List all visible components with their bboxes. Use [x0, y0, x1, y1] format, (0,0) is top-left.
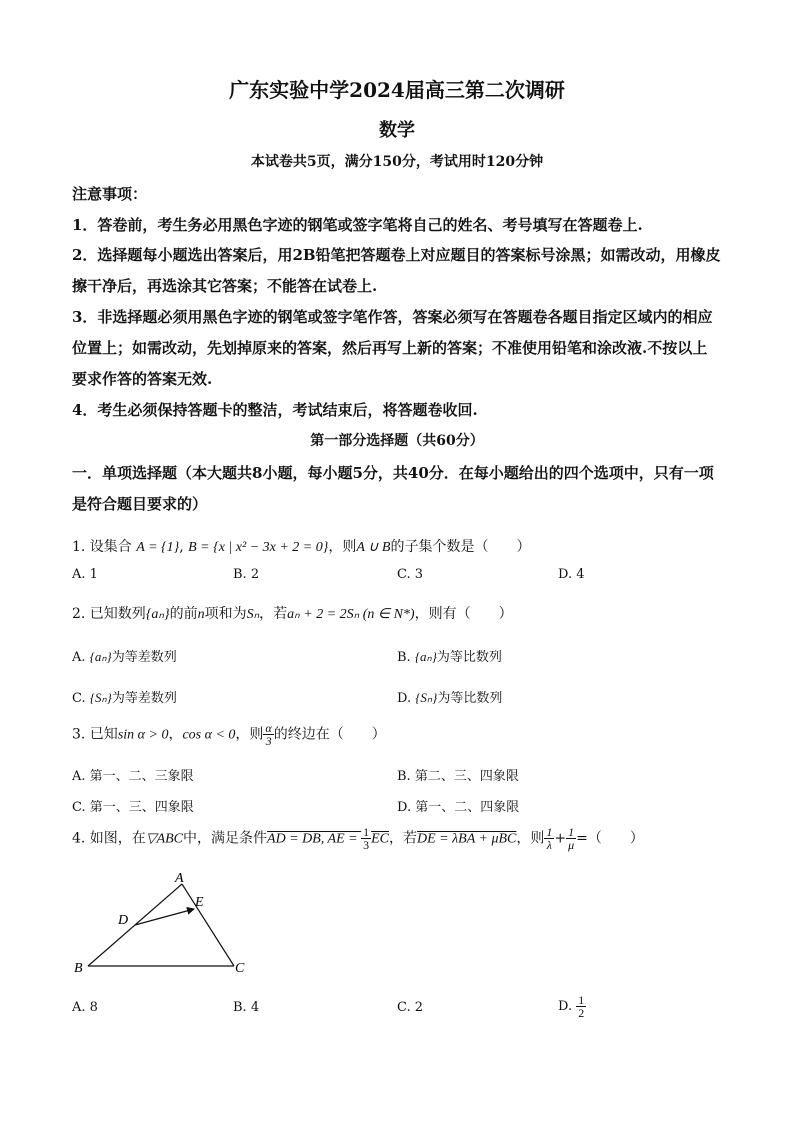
q4-mid3: ，则	[516, 830, 545, 847]
point-label-c: C	[235, 961, 245, 976]
q2-option-a-text: 为等差数列	[111, 650, 177, 665]
q2-option-c-math: {Sₙ}	[89, 690, 112, 705]
q4-suffix: =（ ）	[576, 830, 644, 847]
q2-option-b-text: 为等比数列	[436, 650, 502, 665]
point-label-e: E	[195, 895, 204, 910]
q2-mid3: ，若	[259, 606, 288, 622]
q2-option-c-text: 为等差数列	[111, 691, 177, 706]
q2-mid1: 的前	[169, 606, 198, 622]
q3-option-a: A. 第一、二、三象限	[72, 769, 194, 784]
q1-option-a: A. 1	[72, 567, 98, 582]
subject-title: 数学	[379, 120, 415, 141]
q4-option-b: B. 4	[233, 1000, 260, 1015]
q2-condition: aₙ + 2 = 2Sₙ (n ∈ N*)	[287, 607, 415, 622]
notice-item-2: 2．选择题每小题选出答案后，用2B铅笔把答题卷上对应题目的答案标号涂黑；如需改动，用橡皮擦干净后，再选涂其它答案；不能答在试卷上.	[72, 246, 721, 295]
q1-option-c: C. 3	[397, 567, 424, 582]
q4-k-fraction	[361, 826, 371, 851]
q1-union: A ∪ B	[356, 540, 391, 555]
q4-triangle-figure	[70, 866, 260, 978]
question-2	[72, 603, 513, 623]
q3-option-b: B. 第二、三、四象限	[397, 769, 519, 784]
q3-cond2: cos α < 0	[182, 727, 236, 743]
q2-option-b	[397, 646, 502, 665]
q1-suffix: 的子集个数是（ ）	[390, 539, 531, 555]
q1-option-b: B. 2	[233, 567, 260, 582]
q4-f1-den: λ	[546, 838, 552, 852]
q2-prefix: 2. 已知数列	[72, 606, 146, 622]
q2-seq: {aₙ}	[145, 607, 170, 622]
q3-prefix: 3. 已知	[72, 726, 118, 743]
q4-mid1: 中，满足条件	[183, 830, 268, 847]
q2-option-d-label: D.	[397, 691, 412, 706]
q4-ec: $\overline{EC}$	[371, 831, 389, 847]
exam-info: 本试卷共5页，满分150分，考试用时120分钟	[250, 154, 544, 170]
q4-option-d-fraction	[576, 994, 586, 1019]
q2-option-b-label: B.	[397, 650, 411, 665]
q1-option-d: D. 4	[558, 567, 585, 582]
q4-option-d-label: D.	[558, 999, 573, 1014]
point-label-b: B	[74, 961, 83, 976]
q4-option-d-num: 1	[578, 993, 585, 1007]
q2-option-b-math: {aₙ}	[414, 649, 437, 664]
q2-option-c-label: C.	[72, 691, 86, 706]
q4-triangle: ▽ABC	[145, 831, 184, 847]
q3-fraction	[263, 722, 273, 747]
point-label-a: A	[175, 871, 184, 886]
question-4	[72, 826, 644, 851]
question-1: 1. 设集合 A = {1}, B = {x | x² − 3x + 2 = 0}，则A ∪ B的子集个数是（ ）	[72, 539, 531, 555]
q4-f2-den: μ	[568, 838, 575, 852]
q1-mid: ，则	[328, 539, 357, 555]
q4-option-d	[558, 994, 586, 1019]
q3-frac-den: 3	[265, 734, 272, 748]
q3-frac-num: α	[265, 721, 272, 735]
q2-mid2: 项和为	[204, 606, 247, 622]
q4-option-a: A. 8	[72, 1000, 98, 1015]
notice-heading: 注意事项：	[72, 185, 148, 203]
q2-option-d-text: 为等比数列	[437, 691, 503, 706]
q1-prefix: 1. 设集合	[72, 539, 132, 555]
q1-set-a: A = {1}	[136, 540, 180, 555]
q4-cond1: AD = DB, AE =	[267, 831, 362, 847]
q3-sep: ，	[168, 726, 183, 743]
q3-suffix: 的终边在（ ）	[273, 726, 386, 743]
q2-sn: Sₙ	[246, 607, 260, 622]
q4-prefix: 4. 如图，在	[72, 830, 146, 847]
q4-k-den: 3	[363, 838, 370, 852]
q3-option-d: D. 第一、二、四象限	[397, 800, 520, 815]
question-3	[72, 722, 386, 747]
q2-option-d	[397, 687, 502, 706]
q3-option-c: C. 第一、三、四象限	[72, 800, 194, 815]
notice-item-1: 1．答卷前，考生务必用黑色字迹的钢笔或签字笔将自己的姓名、考号填写在答题卷上.	[72, 216, 643, 234]
segment-ac	[182, 884, 234, 966]
q4-fraction-2	[566, 826, 576, 851]
q2-option-a-label: A.	[72, 650, 86, 665]
q2-option-a	[72, 646, 177, 665]
q3-mid: ，则	[235, 726, 264, 743]
q4-option-d-den: 2	[578, 1006, 585, 1020]
point-label-d: D	[118, 913, 129, 928]
q4-f1-num: 1	[546, 825, 553, 839]
q4-mid2: ，若	[389, 830, 417, 847]
q4-k-num: 1	[363, 825, 370, 839]
q2-suffix: ，则有（ ）	[414, 606, 513, 622]
section-heading: 一．单项选择题（本大题共8小题，每小题5分，共40分．在每小题给出的四个选项中，只有一项是符合题目要求的）	[72, 464, 714, 513]
q2-option-c	[72, 687, 177, 706]
q4-fraction-1	[544, 826, 554, 851]
q4-cond2: DE = λBA + μBC	[417, 831, 517, 847]
q3-cond1: sin α > 0	[117, 727, 169, 743]
q2-option-d-math: {Sₙ}	[415, 690, 438, 705]
q4-f2-num: 1	[566, 826, 576, 839]
notice-item-3: 3．非选择题必须用黑色字迹的钢笔或签字笔作答，答案必须写在答题卷各题目指定区域内的相应位置上；如需改动，先划掉原来的答案，然后再写上新的答案；不准使用铅笔和涂改液.不按以上要求作答的答案无效.	[72, 308, 713, 388]
q1-set-b: B = {x | x² − 3x + 2 = 0}	[188, 540, 329, 555]
exam-title: 广东实验中学2024届高三第二次调研	[229, 78, 565, 102]
q2-n: n	[197, 607, 205, 622]
part1-heading: 第一部分选择题（共60分）	[310, 433, 484, 449]
q4-option-c: C. 2	[397, 1000, 424, 1015]
notice-item-4: 4．考生必须保持答题卡的整洁，考试结束后，将答题卷收回.	[72, 401, 478, 419]
q2-option-a-math: {aₙ}	[89, 649, 112, 664]
q4-plus: +	[554, 830, 567, 847]
